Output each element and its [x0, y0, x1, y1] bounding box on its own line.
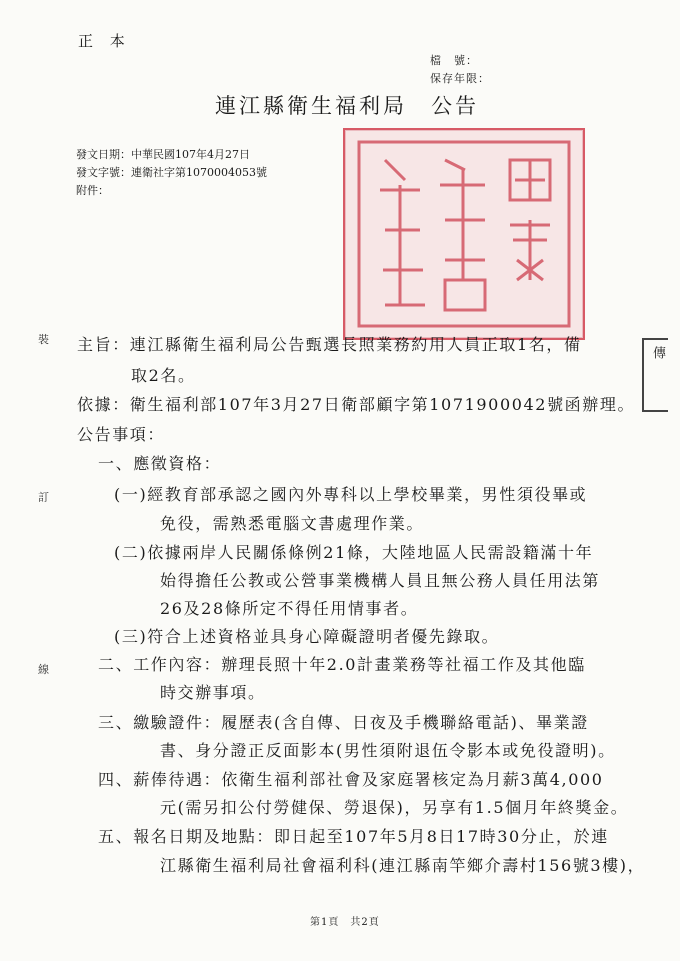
line-subject-cont: 取2名。 [131, 366, 196, 385]
line-item-1a-cont: 免役，需熟悉電腦文書處理作業。 [160, 514, 425, 533]
copy-label: 正 本 [78, 32, 131, 50]
line-subject: 主旨：連江縣衛生福利局公告甄選長照業務約用人員正取1名，備 [77, 335, 582, 354]
line-section-3-cont: 書、身分證正反面影本(男性須附退伍令影本或免役證明)。 [160, 741, 616, 760]
line-section-5: 五、報名日期及地點：即日起至107年5月8日17時30分止，於連 [98, 827, 609, 846]
line-section-4: 四、薪俸待遇：依衛生福利部社會及家庭署核定為月薪3萬4,000 [98, 770, 604, 789]
binding-mark-3: 線 [38, 663, 49, 676]
line-section-4-cont: 元(需另扣公付勞健保、勞退保)，另享有1.5個月年終獎金。 [160, 798, 629, 817]
faint-watermark [470, 590, 530, 616]
line-item-1a: (一)經教育部承認之國內外專科以上學校畢業，男性須役畢或 [114, 485, 588, 504]
line-item-1b-cont1: 始得擔任公教或公營事業機構人員且無公務人員任用法第 [160, 571, 601, 590]
binding-mark-2: 訂 [38, 491, 49, 504]
line-section-5-cont: 江縣衛生福利局社會福利科(連江縣南竿鄉介壽村156號3樓)， [160, 856, 646, 875]
document-title: 連江縣衛生福利局 公告 [215, 94, 479, 118]
file-number-label: 檔 號： [430, 54, 478, 67]
edge-stamp-text: 傳 [650, 346, 665, 359]
seal-graphic [345, 130, 583, 338]
official-seal [343, 128, 585, 340]
line-section-2: 二、工作內容：辦理長照十年2.0計畫業務等社福工作及其他臨 [98, 655, 586, 674]
line-basis: 依據：衛生福利部107年3月27日衛部顧字第1071900042號函辦理。 [77, 395, 636, 414]
edge-stamp [642, 338, 668, 412]
line-item-1b-cont2: 26及28條所定不得任用情事者。 [160, 599, 419, 618]
line-section-2-cont: 時交辦事項。 [160, 683, 266, 702]
page-footer: 第1頁 共2頁 [310, 917, 380, 928]
issue-reference: 發文字號：連衛社字第1070004053號 [76, 166, 267, 179]
line-notice-heading: 公告事項： [77, 425, 166, 444]
binding-mark-1: 裝 [38, 333, 49, 346]
line-item-1b: (二)依據兩岸人民關係條例21條，大陸地區人民需設籍滿十年 [114, 543, 594, 562]
issue-date: 發文日期：中華民國107年4月27日 [76, 148, 250, 161]
attachment-label: 附件： [76, 184, 109, 197]
line-item-1c: (三)符合上述資格並具身心障礙證明者優先錄取。 [114, 627, 500, 646]
line-section-1: 一、應徵資格： [98, 454, 222, 473]
line-section-3: 三、繳驗證件：履歷表(含自傳、日夜及手機聯絡電話)、畢業證 [98, 713, 589, 732]
retention-label: 保存年限： [430, 72, 490, 85]
